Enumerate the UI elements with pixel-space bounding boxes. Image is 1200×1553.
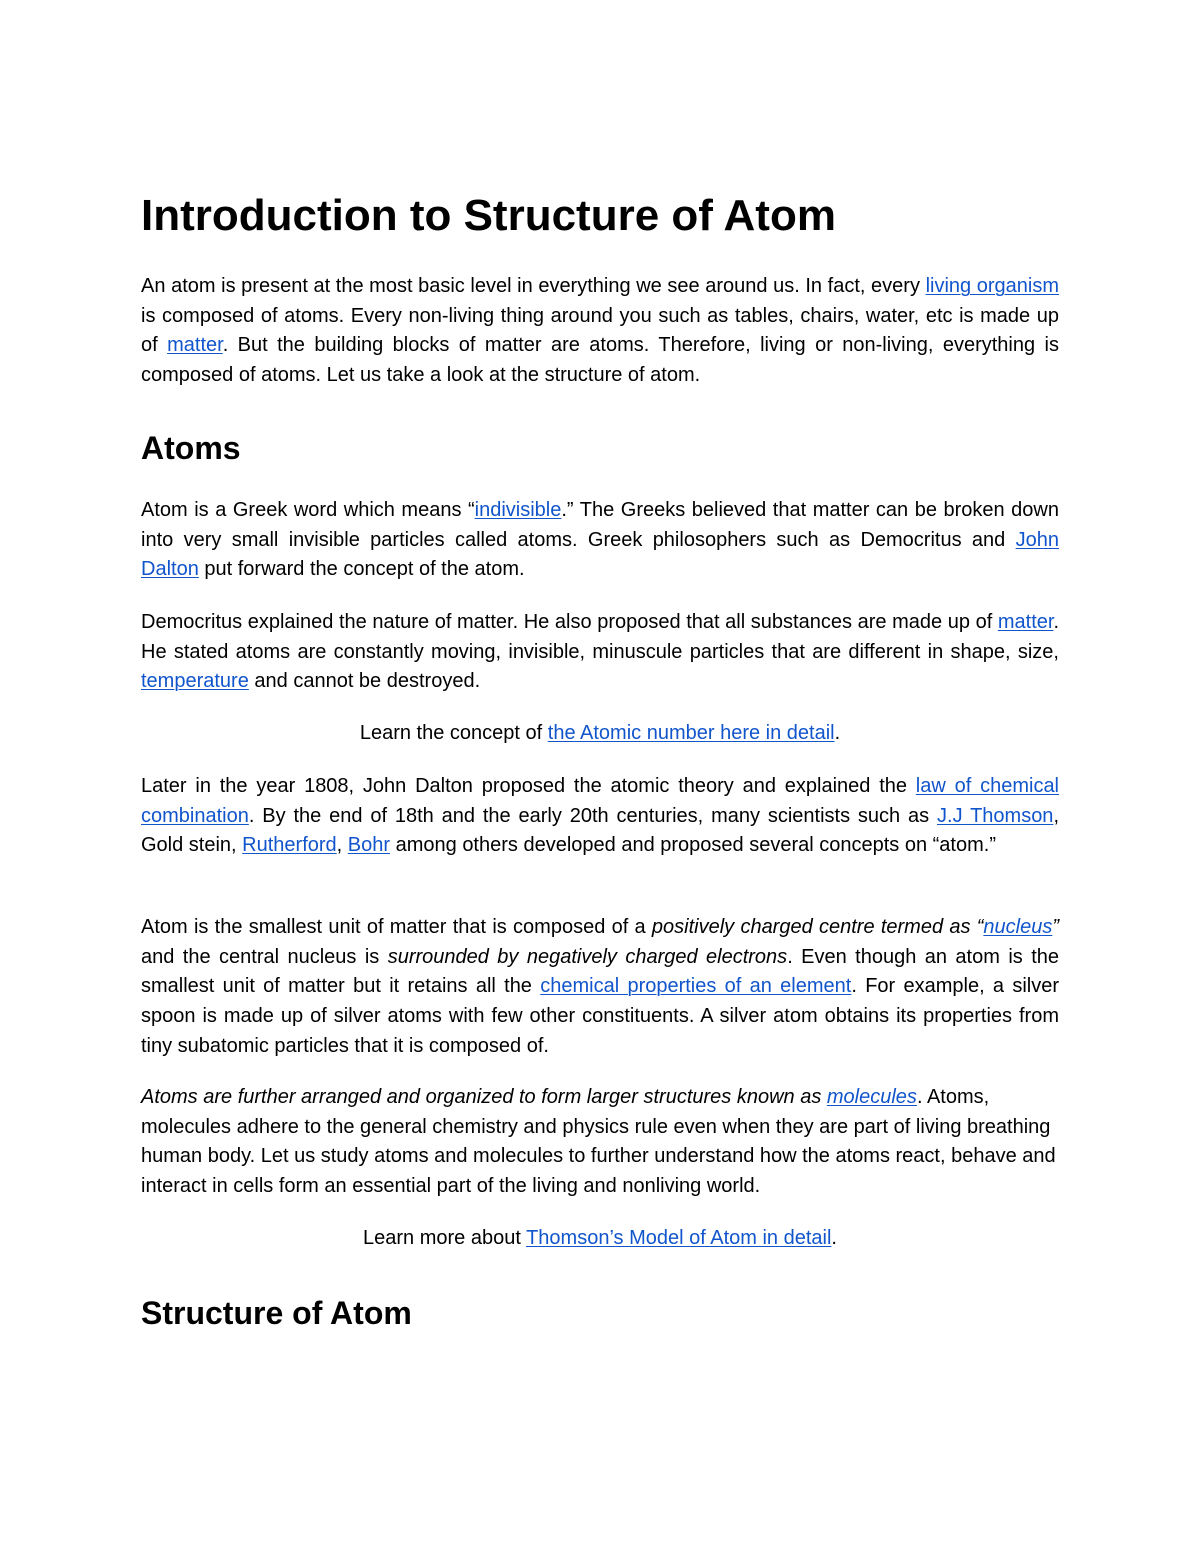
link-matter[interactable]: matter [167, 334, 223, 357]
link-rutherford[interactable]: Rutherford [242, 834, 337, 857]
atoms-paragraph-3: Later in the year 1808, John Dalton proposed the atomic theory and explained the law of chemical combination. By the end of 18th and the early 20th centuries, many scientists such as J.J Thomson, Gold stein, Rutherford, Bohr among others developed and proposed several concepts on “atom.” [141, 775, 1060, 857]
learn-thomson-model: Learn more about Thomson’s Model of Atom in detail. [363, 1227, 837, 1249]
structure-heading: Structure of Atom [141, 1295, 412, 1331]
link-molecules[interactable]: molecules [826, 1086, 917, 1108]
link-indivisible[interactable]: indivisible [474, 499, 562, 521]
link-bohr[interactable]: Bohr [347, 834, 391, 857]
link-temperature[interactable]: temperature [141, 670, 249, 693]
link-atomic-number[interactable]: the Atomic number here in detail [547, 722, 835, 744]
link-thomson-model[interactable]: Thomson’s Model of Atom in detail [526, 1227, 832, 1249]
atoms-heading: Atoms [141, 430, 241, 466]
learn-atomic-number: Learn the concept of the Atomic number here in detail. [359, 722, 841, 744]
link-nucleus[interactable]: nucleus [983, 916, 1053, 938]
page-title: Introduction to Structure of Atom [141, 191, 836, 240]
atoms-paragraph-4: Atom is the smallest unit of matter that is composed of a positively charged centre termed as “nucleus” and the central nucleus is surrounded by negatively charged electrons. Even though an atom is the smallest unit of matter but it retains all the chemical properties of an element. For example, a silver spoon is made up of silver atoms with few other constituents. A silver atom obtains its properties from tiny subatomic particles that it is composed of. [141, 916, 1060, 1057]
link-john-dalton[interactable]: John Dalton [141, 528, 1059, 581]
atoms-paragraph-2: Democritus explained the nature of matter. He also proposed that all substances are made up of matter. He stated atoms are constantly moving, invisible, minuscule particles that are different in shape, size, temperature and cannot be destroyed. [141, 611, 1059, 693]
atoms-paragraph-1: Atom is a Greek word which means “indivisible.” The Greeks believed that matter can be broken down into very small invisible particles called atoms. Greek philosophers such as Democritus and John Dalton put forward the concept of the atom. [141, 499, 1059, 581]
link-jj-thomson[interactable]: J.J Thomson [937, 804, 1054, 827]
link-chemical-properties[interactable]: chemical properties of an element [540, 975, 852, 998]
atoms-paragraph-5: Atoms are further arranged and organized to form larger structures known as molecules. Atoms, molecules adhere to the general chemistry and physics rule even when they are part of living breathing human body. Let us study atoms and molecules to further understand how the atoms react, behave and interact in cells form an essential part of the living and nonliving world. [141, 1086, 1056, 1198]
intro-paragraph: An atom is present at the most basic level in everything we see around us. In fact, every living organism is composed of atoms. Every non-living thing around you such as tables, chairs, water, etc is made up of matter. But the building blocks of matter are atoms. Therefore, living or non-living, everything is composed of atoms. Let us take a look at the structure of atom. [141, 275, 1059, 387]
link-living-organism[interactable]: living organism [925, 275, 1059, 297]
link-matter-2[interactable]: matter [997, 611, 1054, 633]
link-law-of-chemical-combination[interactable]: law of chemical combination [141, 775, 1060, 827]
